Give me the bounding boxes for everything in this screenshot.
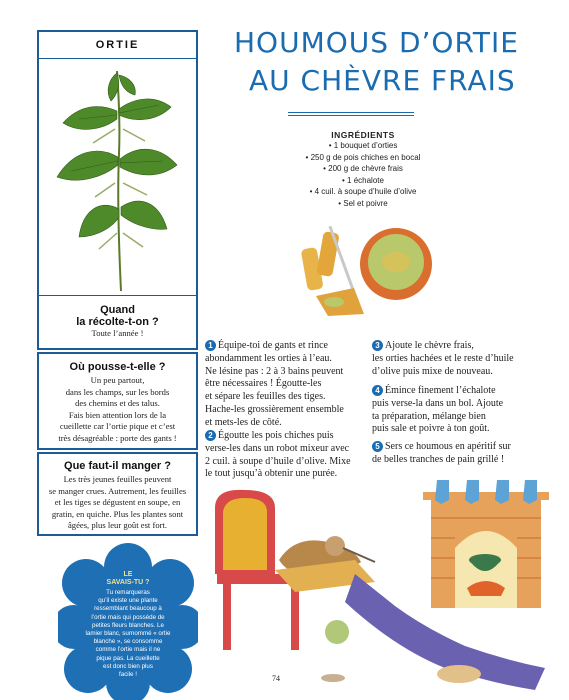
where-card — [37, 352, 198, 450]
step-line: Ajoute le chèvre frais, — [385, 340, 474, 351]
did-you-know-label: LE — [123, 571, 133, 578]
plant-name-card — [37, 30, 198, 60]
step-line: 2 cuil. à soupe d’huile d’olive. Mixe — [205, 455, 351, 467]
ingredients-heading: INGRÉDIENTS — [331, 130, 395, 140]
step-line: et mets-les de côté. — [205, 416, 282, 428]
when-title-line2: la récolte-t-on ? — [76, 316, 159, 328]
step-5 — [372, 441, 547, 467]
step-line: Émince finement l’échalote — [385, 385, 496, 396]
woodcock-scene-illustration — [205, 478, 569, 700]
page-number: 74 — [272, 674, 280, 683]
step-1 — [205, 340, 370, 430]
eat-line: se manger crues. Autrement, les feuilles — [48, 485, 187, 496]
step-line: de belles tranches de pain grillé ! — [372, 453, 505, 465]
step-line: puis verse-la dans un bol. Ajoute — [372, 397, 504, 409]
when-title-line1: Quand — [100, 304, 135, 316]
step-number: 4 — [372, 385, 383, 396]
ingredients-block — [288, 130, 438, 209]
step-number: 3 — [372, 340, 383, 351]
did-you-know-line: Tu remarqueras — [106, 589, 150, 596]
when-text: Toute l’année ! — [91, 328, 144, 338]
ingredient-item: • 200 g de chèvre frais — [323, 164, 403, 173]
step-line: verse-les dans un robot mixeur avec — [205, 442, 350, 454]
step-line: Égoutte les pois chiches puis — [218, 430, 334, 441]
plant-name: ORTIE — [95, 39, 140, 51]
where-title: Où pousse-t-elle ? — [69, 361, 166, 373]
step-line: d’olive puis mixe de nouveau. — [372, 365, 493, 377]
did-you-know-line: lamier blanc, surnommé « ortie — [85, 630, 171, 638]
step-line: et sépare les feuilles des tiges. — [205, 391, 326, 403]
recipe-title-line2: AU CHÈVRE FRAIS — [249, 64, 516, 97]
eat-card — [37, 452, 198, 536]
step-number: 1 — [205, 340, 216, 351]
did-you-know-line: blanche », se consomme — [93, 638, 163, 646]
step-line: abondamment les orties à l’eau. — [205, 352, 332, 364]
step-3 — [372, 340, 547, 378]
eat-line: gratin, en quiche. Plus les plantes sont — [51, 508, 184, 519]
ingredient-item: • 4 cuil. à soupe d’huile d’olive — [309, 187, 417, 196]
plant-illustration-card — [37, 59, 198, 297]
did-you-know-line: est donc bien plus — [103, 662, 153, 670]
step-line: Sers ce houmous en apéritif sur — [385, 441, 511, 452]
step-line: puis sale et poivre à ton goût. — [372, 423, 490, 435]
where-line: Fais bien attention lors de la — [68, 409, 167, 420]
did-you-know-line: ressemblant beaucoup à — [94, 605, 162, 613]
ingredient-item: • 250 g de pois chiches en bocal — [305, 152, 421, 162]
where-line: des chemins et des talus. — [75, 398, 160, 408]
did-you-know-line: comme l’ortie mais il ne — [95, 646, 161, 654]
did-you-know-badge — [58, 543, 198, 700]
ingredient-item: • 1 échalote — [342, 175, 384, 185]
ingredient-item: • Sel et poivre — [338, 198, 388, 208]
where-line: dans les champs, sur les bords — [65, 386, 170, 397]
eat-title: Que faut-il manger ? — [64, 460, 171, 472]
step-line: Ne lésine pas : 2 à 3 bains peuvent — [205, 365, 344, 377]
where-line: Un peu partout, — [90, 375, 145, 385]
step-line: ta préparation, mélange bien — [372, 410, 486, 422]
hummus-illustration — [298, 218, 438, 318]
where-line: cueillette car l’ortie pique et c’est — [59, 421, 176, 431]
step-number: 2 — [205, 430, 216, 441]
title-underline — [288, 115, 414, 116]
nettle-illustration — [39, 59, 196, 295]
eat-line: âgées, plus leur goût est fort. — [67, 520, 168, 530]
eat-line: et les tiges se dégustent en soupe, en — [54, 497, 181, 507]
eat-line: Les très jeunes feuilles peuvent — [63, 474, 172, 484]
ingredient-item: • 1 bouquet d’orties — [328, 141, 398, 150]
step-line: les orties hachées et le reste d’huile — [372, 352, 514, 364]
step-line: être nécessaires ! Égoutte-les — [205, 378, 322, 390]
step-4 — [372, 385, 547, 436]
where-line: très désagréable : porte des gants ! — [58, 432, 177, 443]
step-line: Équipe-toi de gants et rince — [218, 340, 328, 351]
did-you-know-line: facile ! — [119, 671, 137, 679]
step-2 — [205, 430, 370, 481]
did-you-know-line: pique pas. La cueillette — [96, 654, 160, 662]
step-line: le tout jusqu’à obtenir une purée. — [205, 468, 338, 480]
title-underline — [288, 112, 414, 113]
step-number: 5 — [372, 441, 383, 452]
step-line: Hache-les grossièrement ensemble — [205, 403, 344, 415]
when-card — [37, 296, 198, 350]
did-you-know-line: qu’il existe une plante — [98, 597, 158, 605]
did-you-know-line: l’ortie mais qui possède de — [91, 613, 165, 621]
did-you-know-line: petites fleurs blanches. Le — [92, 621, 164, 629]
recipe-title-line1: HOUMOUS D’ORTIE — [234, 26, 519, 59]
did-you-know-label: SAVAIS-TU ? — [106, 579, 150, 586]
